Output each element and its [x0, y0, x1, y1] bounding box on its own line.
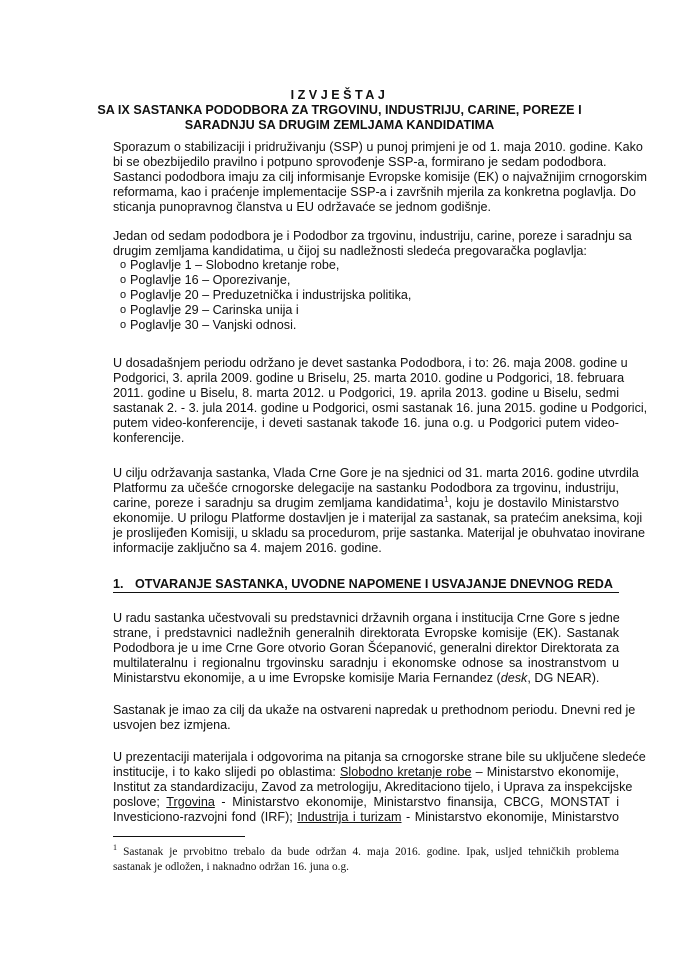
text-line: Sastanci pododbora imaju za cilj informisanje Evropske komisije (EK) o najvažnijim crnogorskim [113, 170, 648, 184]
text-line: U prezentaciji materijala i odgovorima na pitanja sa crnogorske strane bile su uključene sledeće [113, 750, 646, 764]
underlined-term: Slobodno kretanje robe [340, 765, 472, 779]
underlined-term: Industrija i turizam [297, 810, 402, 824]
title-line: SA IX SASTANKA PODODBORA ZA TRGOVINU, INDUSTRIJU, CARINE, POREZE I [97, 103, 582, 117]
list-item-label: Poglavlje 30 – Vanjski odnosi. [130, 318, 297, 332]
list-item-label: Poglavlje 20 – Preduzetnička i industrijska politika, [130, 288, 412, 302]
text-segment: , DG NEAR). [527, 671, 600, 685]
text-line: Institut za standardizaciju, Zavod za metrologiju, Akreditaciono tijelo, i Uprava za inspekcijske [113, 780, 633, 794]
text-line: Podgorici, 3. aprila 2009. godine u Briselu, 25. marta 2010. godine u Podgorici, 18. februara [113, 371, 625, 385]
paragraph-institutions [113, 750, 646, 825]
bullet-icon: o [120, 304, 127, 316]
text-segment: - Ministarstvo ekonomije, Ministarstvo [401, 810, 619, 824]
text-line: Sporazum o stabilizaciji i pridruživanju (SSP) u punoj primjeni je od 1. maja 2010. godine. Kako [113, 140, 643, 154]
text-line: konferencije. [113, 431, 185, 445]
text-line: Sastanak je imao za cilj da ukaže na ostvareni napredak u prethodnom periodu. Dnevni red je [113, 703, 636, 717]
bullet-icon: o [120, 274, 127, 286]
text-segment: – Ministarstvo ekonomije, [471, 765, 619, 779]
footnote-ref: 1 [113, 843, 117, 852]
underlined-term: Trgovina [166, 795, 215, 809]
title-line: SARADNJU SA DRUGIM ZEMLJAMA KANDIDATIMA [184, 118, 495, 132]
paragraph-agenda [113, 703, 636, 733]
text-segment: poslove; [113, 795, 167, 809]
paragraph-intro [113, 140, 648, 215]
section-heading [113, 577, 619, 593]
text-segment: Ministarstvu ekonomije, a u ime Evropske komisije Maria Fernandez ( [113, 671, 501, 685]
chapter-list [120, 258, 411, 333]
text-segment: carine, poreze i saradnju sa drugim zemljama kandidatima [113, 496, 445, 510]
footnote-divider [113, 836, 245, 837]
text-segment: Sastanak je prvobitno trebalo da bude održan 4. maja 2016. godine. Ipak, usljed tehničkih problema [117, 846, 619, 858]
list-item [120, 273, 411, 288]
list-item-label: Poglavlje 1 – Slobodno kretanje robe, [130, 258, 340, 272]
text-segment: desk [500, 671, 528, 685]
text-line: strane, i predstavnici nadležnih generalnih direktorata Evropske komisije (EK). Sastanak [113, 626, 619, 640]
list-item-label: Poglavlje 29 – Carinska unija i [130, 303, 299, 317]
text-line: usvojen bez izmjena. [113, 718, 231, 732]
text-line [113, 765, 619, 780]
list-item [120, 258, 411, 273]
text-line: Jedan od sedam pododbora je i Pododbor za trgovinu, industriju, carine, poreze i saradnju sa [113, 229, 632, 243]
text-segment: - Ministarstvo ekonomije, Ministarstvo finansija, CBCG, MONSTAT i [214, 795, 619, 809]
text-line: reformama, kao i praćenje implementacije SSP-a i završnih mjerila za konkretna poglavlja. Do [113, 185, 636, 199]
paragraph-subcommittee [113, 229, 632, 259]
section-title: OTVARANJE SASTANKA, UVODNE NAPOMENE I USVAJANJE DNEVNOG REDA [135, 577, 613, 591]
bullet-icon: o [120, 259, 127, 271]
text-line: U cilju održavanja sastanka, Vlada Crne Gore je na sjednici od 31. marta 2016. godine utvrdila [113, 466, 639, 480]
text-line [113, 671, 619, 686]
footnote [113, 845, 619, 875]
text-line: Platformu za učešće crnogorske delegacije na sastanku Pododbora za trgovinu, industriju, [113, 481, 619, 495]
text-line: Pododbora je u ime Crne Gore otvorio Goran Šćepanović, generalni direktor Direktorata za [113, 641, 620, 655]
text-line: putem video-konferencije, i deveti sastanak takođe 16. juna o.g. u Podgorici putem video- [113, 416, 619, 430]
text-line [113, 845, 619, 860]
text-line: drugim zemljama kandidatima, u čijoj su nadležnosti sledeća pregovaračka poglavlja: [113, 244, 587, 258]
text-segment: , koju je dostavilo Ministarstvo [448, 496, 619, 510]
list-item [120, 318, 411, 333]
document-title [0, 88, 679, 133]
text-line: sastanak je odložen, i naknadno održan 16. juna o.g. [113, 861, 349, 873]
text-line: je proslijeđen Komisiji, u skladu sa procedurom, prije sastanka. Materijal je obuhvatao inovirane [113, 526, 646, 540]
text-line [113, 795, 619, 810]
paragraph-platform [113, 466, 646, 556]
text-line: informacije zaključno sa 4. majem 2016. godine. [113, 541, 382, 555]
text-line: 2011. godine u Biselu, 8. marta 2012. u Podgorici, 19. aprila 2013. godine u Biselu, sedmi [113, 386, 619, 400]
list-item [120, 303, 411, 318]
text-line: U dosadašnjem periodu održano je devet sastanka Pododbora, i to: 26. maja 2008. godine u [113, 356, 628, 370]
text-line [113, 496, 619, 511]
text-line [113, 810, 619, 825]
text-line: multilateralnu i regionalnu trgovinsku saradnju i ekonomske odnose sa inostranstvom u [113, 656, 619, 670]
text-line: U radu sastanka učestvovali su predstavnici državnih organa i institucija Crne Gore s jedne [113, 611, 620, 625]
footnote-ref: 1 [444, 495, 449, 504]
text-line: sticanja punopravnog članstva u EU održavaće se jednom godišnje. [113, 200, 492, 214]
list-item [120, 288, 411, 303]
text-segment: Investiciono-razvojni fond (IRF); [113, 810, 298, 824]
text-line: sastanak 2. - 3. jula 2014. godine u Podgorici, osmi sastanak 16. juna 2015. godine u Podgorici, [113, 401, 648, 415]
text-segment: institucije, i to kako slijedi po oblastima: [113, 765, 341, 779]
bullet-icon: o [120, 289, 127, 301]
bullet-icon: o [120, 319, 127, 331]
title-line: IZVJEŠTAJ [290, 88, 389, 102]
section-number: 1. [113, 577, 124, 591]
paragraph-meetings [113, 356, 648, 446]
list-item-label: Poglavlje 16 – Oporezivanje, [130, 273, 291, 287]
text-line: bi se obezbijedilo pravilno i potpuno sprovođenje SSP-a, formirano je sedam pododbora. [113, 155, 607, 169]
text-line: ekonomije. U prilogu Platforme dostavljen je i materijal za sastanak, sa pratećim aneksima, koji [113, 511, 643, 525]
paragraph-participants [113, 611, 619, 686]
